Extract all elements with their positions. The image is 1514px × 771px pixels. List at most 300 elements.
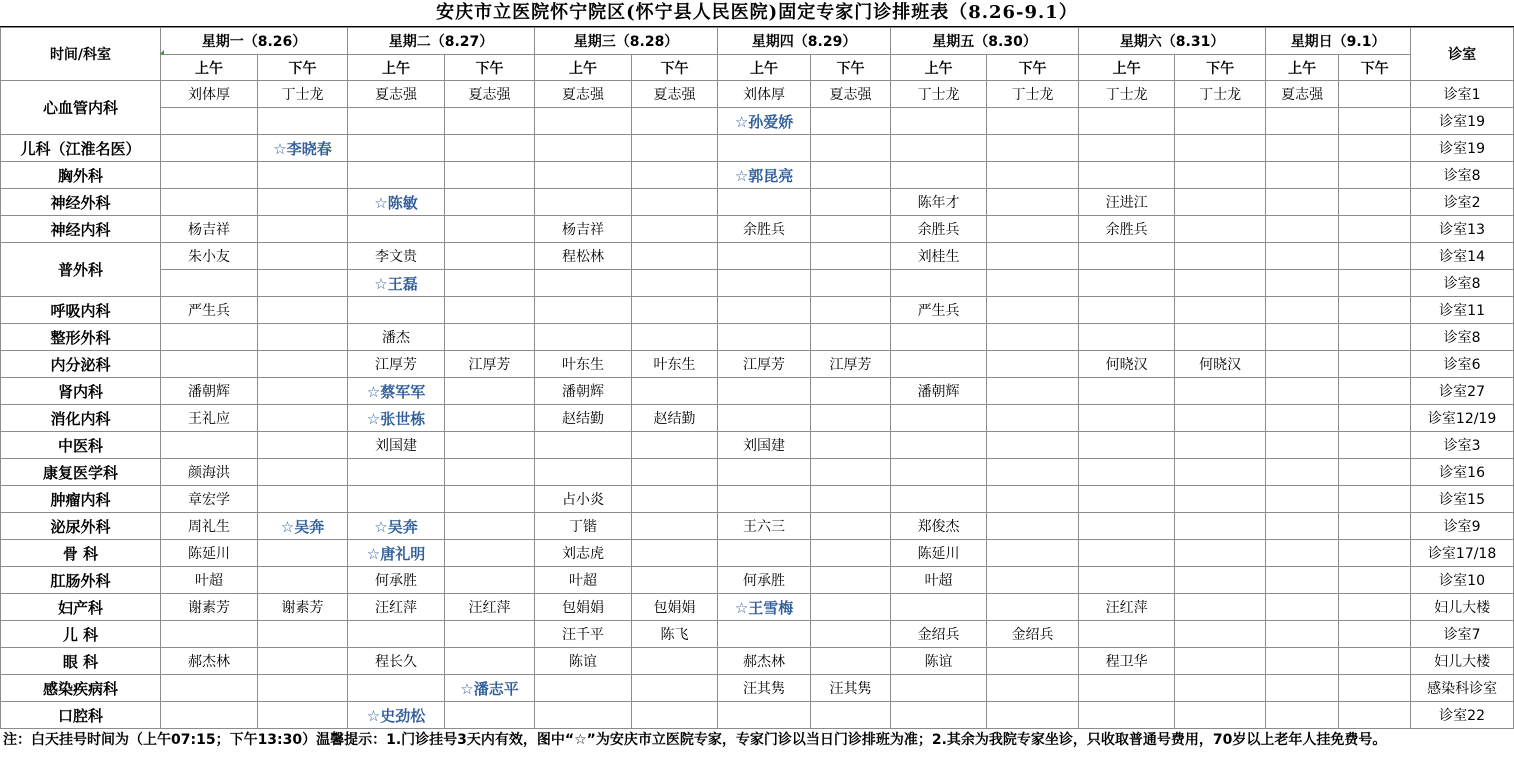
doctor-cell <box>891 108 987 135</box>
doctor-cell <box>1175 297 1266 324</box>
doctor-cell <box>1079 135 1175 162</box>
doctor-cell <box>348 216 445 243</box>
doctor-cell <box>161 135 258 162</box>
doctor-cell <box>1266 378 1339 405</box>
doctor-cell <box>891 432 987 459</box>
doctor-cell <box>1266 432 1339 459</box>
doctor-cell <box>161 621 258 648</box>
doctor-cell <box>718 702 811 729</box>
table-row <box>1 270 1514 297</box>
doctor-cell <box>535 189 632 216</box>
room-cell: 诊室16 <box>1411 459 1514 486</box>
doctor-cell <box>535 459 632 486</box>
doctor-cell: 夏志强 <box>535 81 632 108</box>
doctor-cell <box>1175 567 1266 594</box>
department-cell: 中医科 <box>1 432 161 459</box>
doctor-cell <box>161 351 258 378</box>
doctor-cell <box>258 297 348 324</box>
doctor-cell <box>632 378 718 405</box>
doctor-cell: 陈谊 <box>535 648 632 675</box>
doctor-cell <box>258 162 348 189</box>
doctor-cell <box>987 351 1079 378</box>
room-cell: 诊室8 <box>1411 162 1514 189</box>
doctor-cell <box>811 324 891 351</box>
doctor-cell <box>258 486 348 513</box>
doctor-cell: ☆吴奔 <box>348 513 445 540</box>
table-row <box>1 702 1514 729</box>
doctor-cell <box>1266 270 1339 297</box>
doctor-cell <box>1079 702 1175 729</box>
doctor-cell <box>1266 324 1339 351</box>
doctor-cell <box>1175 216 1266 243</box>
doctor-cell <box>1175 405 1266 432</box>
doctor-cell: 丁士龙 <box>258 81 348 108</box>
doctor-cell: 程卫华 <box>1079 648 1175 675</box>
footnote: 注：白天挂号时间为（上午07:15；下午13:30）温馨提示：1.门诊挂号3天内有效，图中“☆”为安庆市立医院专家，专家门诊以当日门诊排班为准；2.其余为我院专家坐诊，只收取普通号费用，70岁以上老年人挂免费号。 <box>3 732 1387 748</box>
doctor-cell <box>987 378 1079 405</box>
doctor-cell <box>987 675 1079 702</box>
doctor-cell <box>891 324 987 351</box>
doctor-cell: 叶超 <box>891 567 987 594</box>
doctor-cell: 江厚芳 <box>718 351 811 378</box>
doctor-cell: 王六三 <box>718 513 811 540</box>
table-row <box>1 486 1514 513</box>
doctor-cell <box>1339 702 1411 729</box>
room-cell: 诊室15 <box>1411 486 1514 513</box>
doctor-cell <box>258 459 348 486</box>
doctor-cell: 潘杰 <box>348 324 445 351</box>
table-row <box>1 432 1514 459</box>
doctor-cell: 郑俊杰 <box>891 513 987 540</box>
doctor-cell <box>1339 108 1411 135</box>
doctor-cell: 汪其隽 <box>811 675 891 702</box>
doctor-cell <box>1266 216 1339 243</box>
room-cell: 诊室19 <box>1411 135 1514 162</box>
department-cell: 心血管内科 <box>1 81 161 135</box>
doctor-cell <box>445 540 535 567</box>
doctor-cell: 刘体厚 <box>161 81 258 108</box>
doctor-cell <box>1175 486 1266 513</box>
doctor-cell: 江厚芳 <box>348 351 445 378</box>
doctor-cell: 夏志强 <box>632 81 718 108</box>
department-cell: 整形外科 <box>1 324 161 351</box>
doctor-cell <box>987 189 1079 216</box>
doctor-cell <box>1175 513 1266 540</box>
doctor-cell <box>1266 540 1339 567</box>
doctor-cell: 严生兵 <box>161 297 258 324</box>
doctor-cell <box>1079 540 1175 567</box>
table-row <box>1 621 1514 648</box>
doctor-cell: 江厚芳 <box>811 351 891 378</box>
doctor-cell: 陈谊 <box>891 648 987 675</box>
room-cell: 诊室3 <box>1411 432 1514 459</box>
doctor-cell <box>811 648 891 675</box>
doctor-cell <box>632 162 718 189</box>
am-header: 上午 <box>1079 55 1175 81</box>
doctor-cell <box>632 432 718 459</box>
doctor-cell <box>445 486 535 513</box>
doctor-cell <box>987 432 1079 459</box>
doctor-cell <box>811 702 891 729</box>
doctor-cell <box>1079 405 1175 432</box>
doctor-cell <box>535 135 632 162</box>
doctor-cell <box>987 594 1079 621</box>
doctor-cell <box>535 162 632 189</box>
doctor-cell: 刘志虎 <box>535 540 632 567</box>
table-row <box>1 189 1514 216</box>
department-cell: 呼吸内科 <box>1 297 161 324</box>
doctor-cell <box>258 648 348 675</box>
department-cell: 肛肠外科 <box>1 567 161 594</box>
doctor-cell <box>1339 216 1411 243</box>
doctor-cell <box>811 297 891 324</box>
doctor-cell <box>987 216 1079 243</box>
doctor-cell: 丁士龙 <box>891 81 987 108</box>
doctor-cell <box>445 567 535 594</box>
doctor-cell <box>811 486 891 513</box>
doctor-cell <box>632 459 718 486</box>
doctor-cell: 严生兵 <box>891 297 987 324</box>
doctor-cell <box>891 459 987 486</box>
doctor-cell <box>258 216 348 243</box>
room-cell: 诊室11 <box>1411 297 1514 324</box>
doctor-cell <box>1339 432 1411 459</box>
table-row <box>1 162 1514 189</box>
doctor-cell <box>258 405 348 432</box>
doctor-cell: 汪红萍 <box>1079 594 1175 621</box>
doctor-cell <box>1175 135 1266 162</box>
doctor-cell: 包娟娟 <box>632 594 718 621</box>
doctor-cell <box>1266 162 1339 189</box>
doctor-cell <box>445 621 535 648</box>
doctor-cell <box>258 540 348 567</box>
doctor-cell <box>632 135 718 162</box>
room-cell: 诊室17/18 <box>1411 540 1514 567</box>
doctor-cell: 余胜兵 <box>891 216 987 243</box>
doctor-cell <box>445 405 535 432</box>
doctor-cell <box>987 540 1079 567</box>
table-row <box>1 81 1514 108</box>
doctor-cell: 汪其隽 <box>718 675 811 702</box>
room-cell: 诊室9 <box>1411 513 1514 540</box>
doctor-cell <box>348 108 445 135</box>
room-header: 诊室 <box>1411 28 1514 81</box>
doctor-cell <box>718 135 811 162</box>
doctor-cell: 汪进江 <box>1079 189 1175 216</box>
doctor-cell <box>258 621 348 648</box>
room-cell: 诊室13 <box>1411 216 1514 243</box>
doctor-cell: 潘朝辉 <box>891 378 987 405</box>
doctor-cell <box>811 189 891 216</box>
doctor-cell <box>811 270 891 297</box>
day-header: 星期三（8.28） <box>535 28 718 55</box>
am-header: 上午 <box>535 55 632 81</box>
table-row <box>1 540 1514 567</box>
doctor-cell <box>445 162 535 189</box>
doctor-cell: 何晓汉 <box>1175 351 1266 378</box>
doctor-cell <box>258 243 348 270</box>
room-cell: 感染科诊室 <box>1411 675 1514 702</box>
doctor-cell: 潘朝辉 <box>161 378 258 405</box>
room-cell: 诊室7 <box>1411 621 1514 648</box>
table-row <box>1 567 1514 594</box>
doctor-cell <box>891 702 987 729</box>
doctor-cell <box>1339 594 1411 621</box>
doctor-cell <box>1079 378 1175 405</box>
doctor-cell <box>348 486 445 513</box>
doctor-cell <box>258 324 348 351</box>
doctor-cell <box>1175 540 1266 567</box>
doctor-cell <box>987 324 1079 351</box>
doctor-cell <box>1266 297 1339 324</box>
doctor-cell <box>258 567 348 594</box>
doctor-cell <box>1266 459 1339 486</box>
doctor-cell <box>1079 270 1175 297</box>
doctor-cell: 郝杰林 <box>161 648 258 675</box>
doctor-cell <box>535 324 632 351</box>
doctor-cell <box>632 216 718 243</box>
doctor-cell <box>1339 135 1411 162</box>
room-cell: 诊室8 <box>1411 324 1514 351</box>
doctor-cell <box>348 675 445 702</box>
am-header: 上午 <box>161 55 258 81</box>
doctor-cell <box>1266 108 1339 135</box>
department-cell: 内分泌科 <box>1 351 161 378</box>
doctor-cell <box>891 135 987 162</box>
doctor-cell <box>258 702 348 729</box>
doctor-cell <box>811 432 891 459</box>
table-row <box>1 243 1514 270</box>
doctor-cell <box>811 594 891 621</box>
table-row <box>1 378 1514 405</box>
doctor-cell: ☆李晓春 <box>258 135 348 162</box>
doctor-cell: 李文贵 <box>348 243 445 270</box>
doctor-cell <box>1175 648 1266 675</box>
doctor-cell: 陈延川 <box>161 540 258 567</box>
doctor-cell <box>1339 324 1411 351</box>
doctor-cell <box>1339 513 1411 540</box>
department-cell: 口腔科 <box>1 702 161 729</box>
room-cell: 妇儿大楼 <box>1411 648 1514 675</box>
doctor-cell <box>1175 324 1266 351</box>
doctor-cell <box>718 405 811 432</box>
doctor-cell <box>1266 351 1339 378</box>
doctor-cell <box>1175 594 1266 621</box>
doctor-cell <box>632 297 718 324</box>
doctor-cell: 谢素芳 <box>258 594 348 621</box>
doctor-cell <box>1339 621 1411 648</box>
doctor-cell <box>348 135 445 162</box>
doctor-cell: 丁士龙 <box>987 81 1079 108</box>
doctor-cell: 杨吉祥 <box>161 216 258 243</box>
pm-header: 下午 <box>445 55 535 81</box>
doctor-cell: 叶超 <box>535 567 632 594</box>
doctor-cell: ☆蔡军军 <box>348 378 445 405</box>
department-cell: 肿瘤内科 <box>1 486 161 513</box>
doctor-cell <box>1339 540 1411 567</box>
doctor-cell <box>445 297 535 324</box>
doctor-cell: 夏志强 <box>811 81 891 108</box>
doctor-cell: 陈年才 <box>891 189 987 216</box>
doctor-cell: 汪红萍 <box>348 594 445 621</box>
room-cell: 诊室10 <box>1411 567 1514 594</box>
doctor-cell: 程松林 <box>535 243 632 270</box>
table-row <box>1 675 1514 702</box>
doctor-cell <box>891 162 987 189</box>
doctor-cell <box>1339 486 1411 513</box>
doctor-cell <box>161 324 258 351</box>
room-cell: 诊室14 <box>1411 243 1514 270</box>
doctor-cell: 余胜兵 <box>718 216 811 243</box>
pm-header: 下午 <box>987 55 1079 81</box>
doctor-cell <box>811 108 891 135</box>
doctor-cell <box>1339 351 1411 378</box>
doctor-cell <box>1175 108 1266 135</box>
doctor-cell <box>1079 486 1175 513</box>
doctor-cell <box>161 108 258 135</box>
doctor-cell <box>1079 324 1175 351</box>
doctor-cell <box>1339 567 1411 594</box>
doctor-cell: 章宏学 <box>161 486 258 513</box>
doctor-cell <box>445 432 535 459</box>
doctor-cell: 谢素芳 <box>161 594 258 621</box>
pm-header: 下午 <box>1339 55 1411 81</box>
doctor-cell: 刘桂生 <box>891 243 987 270</box>
doctor-cell <box>1079 459 1175 486</box>
doctor-cell <box>1079 675 1175 702</box>
doctor-cell <box>1266 135 1339 162</box>
doctor-cell: 汪千平 <box>535 621 632 648</box>
doctor-cell: 何承胜 <box>718 567 811 594</box>
doctor-cell: ☆张世栋 <box>348 405 445 432</box>
doctor-cell <box>811 216 891 243</box>
department-cell: 消化内科 <box>1 405 161 432</box>
doctor-cell: 朱小友 <box>161 243 258 270</box>
doctor-cell: 潘朝辉 <box>535 378 632 405</box>
doctor-cell: 叶东生 <box>632 351 718 378</box>
doctor-cell: 包娟娟 <box>535 594 632 621</box>
doctor-cell: ☆陈敏 <box>348 189 445 216</box>
doctor-cell <box>632 486 718 513</box>
doctor-cell <box>632 270 718 297</box>
pm-header: 下午 <box>632 55 718 81</box>
department-cell: 感染疾病科 <box>1 675 161 702</box>
doctor-cell: 颜海洪 <box>161 459 258 486</box>
doctor-cell <box>445 135 535 162</box>
am-header: 上午 <box>718 55 811 81</box>
doctor-cell <box>1079 297 1175 324</box>
doctor-cell <box>1266 405 1339 432</box>
doctor-cell: 何承胜 <box>348 567 445 594</box>
page-title: 安庆市立医院怀宁院区(怀宁县人民医院)固定专家门诊排班表（8.26-9.1） <box>0 0 1514 27</box>
doctor-cell: 占小炎 <box>535 486 632 513</box>
doctor-cell <box>987 270 1079 297</box>
doctor-cell <box>1266 189 1339 216</box>
doctor-cell <box>258 378 348 405</box>
doctor-cell <box>1079 162 1175 189</box>
doctor-cell <box>891 270 987 297</box>
doctor-cell <box>445 189 535 216</box>
department-cell: 骨 科 <box>1 540 161 567</box>
cell-indicator-mark <box>160 50 164 54</box>
doctor-cell <box>1339 243 1411 270</box>
doctor-cell <box>987 162 1079 189</box>
doctor-cell <box>258 270 348 297</box>
doctor-cell <box>1339 162 1411 189</box>
doctor-cell <box>718 243 811 270</box>
doctor-cell <box>718 621 811 648</box>
department-cell: 泌尿外科 <box>1 513 161 540</box>
doctor-cell <box>987 648 1079 675</box>
doctor-cell <box>1175 189 1266 216</box>
doctor-cell <box>811 567 891 594</box>
doctor-cell <box>258 432 348 459</box>
doctor-cell: 金绍兵 <box>987 621 1079 648</box>
doctor-cell <box>1175 675 1266 702</box>
doctor-cell <box>811 540 891 567</box>
doctor-cell <box>1339 297 1411 324</box>
doctor-cell: 余胜兵 <box>1079 216 1175 243</box>
doctor-cell <box>535 108 632 135</box>
schedule-table <box>0 27 1514 729</box>
doctor-cell <box>891 675 987 702</box>
doctor-cell <box>1266 567 1339 594</box>
doctor-cell <box>1175 378 1266 405</box>
doctor-cell <box>445 324 535 351</box>
doctor-cell: 赵结勤 <box>632 405 718 432</box>
doctor-cell: 叶东生 <box>535 351 632 378</box>
doctor-cell <box>1266 243 1339 270</box>
doctor-cell <box>632 243 718 270</box>
doctor-cell <box>348 297 445 324</box>
doctor-cell <box>445 108 535 135</box>
doctor-cell <box>987 567 1079 594</box>
room-cell: 诊室22 <box>1411 702 1514 729</box>
room-cell: 诊室27 <box>1411 378 1514 405</box>
table-row <box>1 648 1514 675</box>
doctor-cell <box>811 162 891 189</box>
doctor-cell: 丁士龙 <box>1079 81 1175 108</box>
room-cell: 妇儿大楼 <box>1411 594 1514 621</box>
doctor-cell <box>535 297 632 324</box>
table-row <box>1 459 1514 486</box>
table-row <box>1 216 1514 243</box>
doctor-cell <box>1266 702 1339 729</box>
doctor-cell <box>632 567 718 594</box>
table-row <box>1 594 1514 621</box>
doctor-cell <box>161 189 258 216</box>
doctor-cell: 江厚芳 <box>445 351 535 378</box>
doctor-cell: 郝杰林 <box>718 648 811 675</box>
doctor-cell <box>987 459 1079 486</box>
table-row <box>1 135 1514 162</box>
department-cell: 眼 科 <box>1 648 161 675</box>
doctor-cell: 刘国建 <box>718 432 811 459</box>
doctor-cell <box>718 270 811 297</box>
doctor-cell: 陈延川 <box>891 540 987 567</box>
doctor-cell <box>811 405 891 432</box>
department-cell: 儿 科 <box>1 621 161 648</box>
department-cell: 神经内科 <box>1 216 161 243</box>
doctor-cell: 夏志强 <box>1266 81 1339 108</box>
doctor-cell: 周礼生 <box>161 513 258 540</box>
doctor-cell <box>445 378 535 405</box>
doctor-cell <box>445 702 535 729</box>
doctor-cell <box>811 135 891 162</box>
department-cell: 神经外科 <box>1 189 161 216</box>
day-header: 星期二（8.27） <box>348 28 535 55</box>
doctor-cell: 陈飞 <box>632 621 718 648</box>
